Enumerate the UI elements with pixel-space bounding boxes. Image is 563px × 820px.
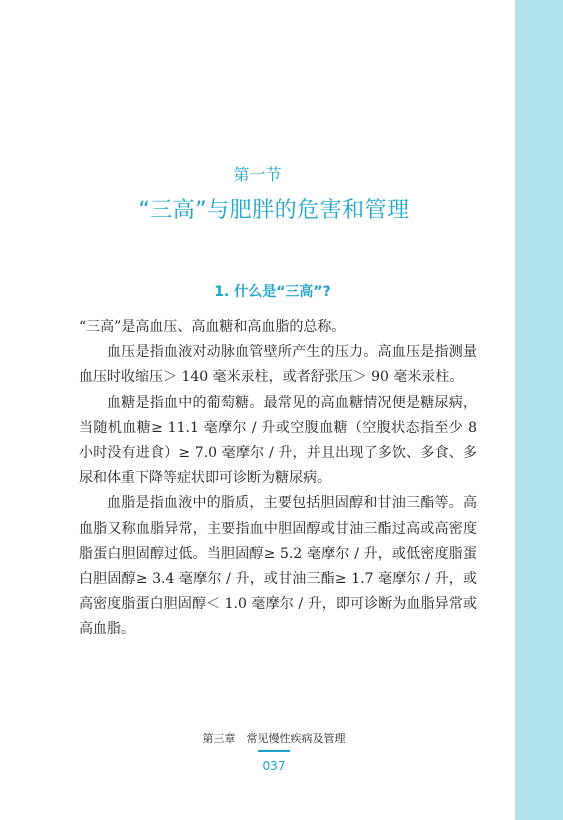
footer-chapter-title: 第三章 常见慢性疾病及管理	[202, 732, 346, 745]
section-label: 第一节	[233, 165, 282, 184]
paragraph-blood-lipids: 血脂是指血液中的脂质，主要包括胆固醇和甘油三酯等。高血脂又称血脂异常，主要指血中胆固醇或甘油三酯过高或高密度脂蛋白胆固醇过低。当胆固醇≥ 5.2 毫摩尔 / 升，或低密度脂蛋白胆固醇≥ 3.4 毫摩尔 / 升，或甘油三酯≥ 1.7 毫摩尔 / 升，或高密度脂蛋白胆固醇＜ 1.0 毫摩尔 / 升，即可诊断为血脂异常或高血脂。	[79, 495, 477, 638]
question-heading: 1. 什么是“三高”?	[214, 284, 331, 300]
side-tab	[515, 0, 563, 820]
paragraph-blood-sugar: 血糖是指血中的葡萄糖。最常见的高血糖情况便是糖尿病，当随机血糖≥ 11.1 毫摩尔 / 升或空腹血糖（空腹状态指至少 8 小时没有进食）≥ 7.0 毫摩尔 / 升，并且出现了多饮、多食、多尿和体重下降等症状即可诊断为糖尿病。	[79, 394, 477, 487]
body-text	[79, 315, 477, 643]
footer-divider	[258, 750, 290, 752]
paragraph-blood-pressure: 血压是指血液对动脉血管壁所产生的压力。高血压是指测量血压时收缩压＞ 140 毫米汞柱，或者舒张压＞ 90 毫米汞柱。	[79, 344, 477, 386]
page-number: 037	[262, 759, 286, 773]
paragraph-definition: “三高”是高血压、高血糖和高血脂的总称。	[79, 319, 346, 335]
section-title: “三高”与肥胖的危害和管理	[138, 198, 410, 223]
